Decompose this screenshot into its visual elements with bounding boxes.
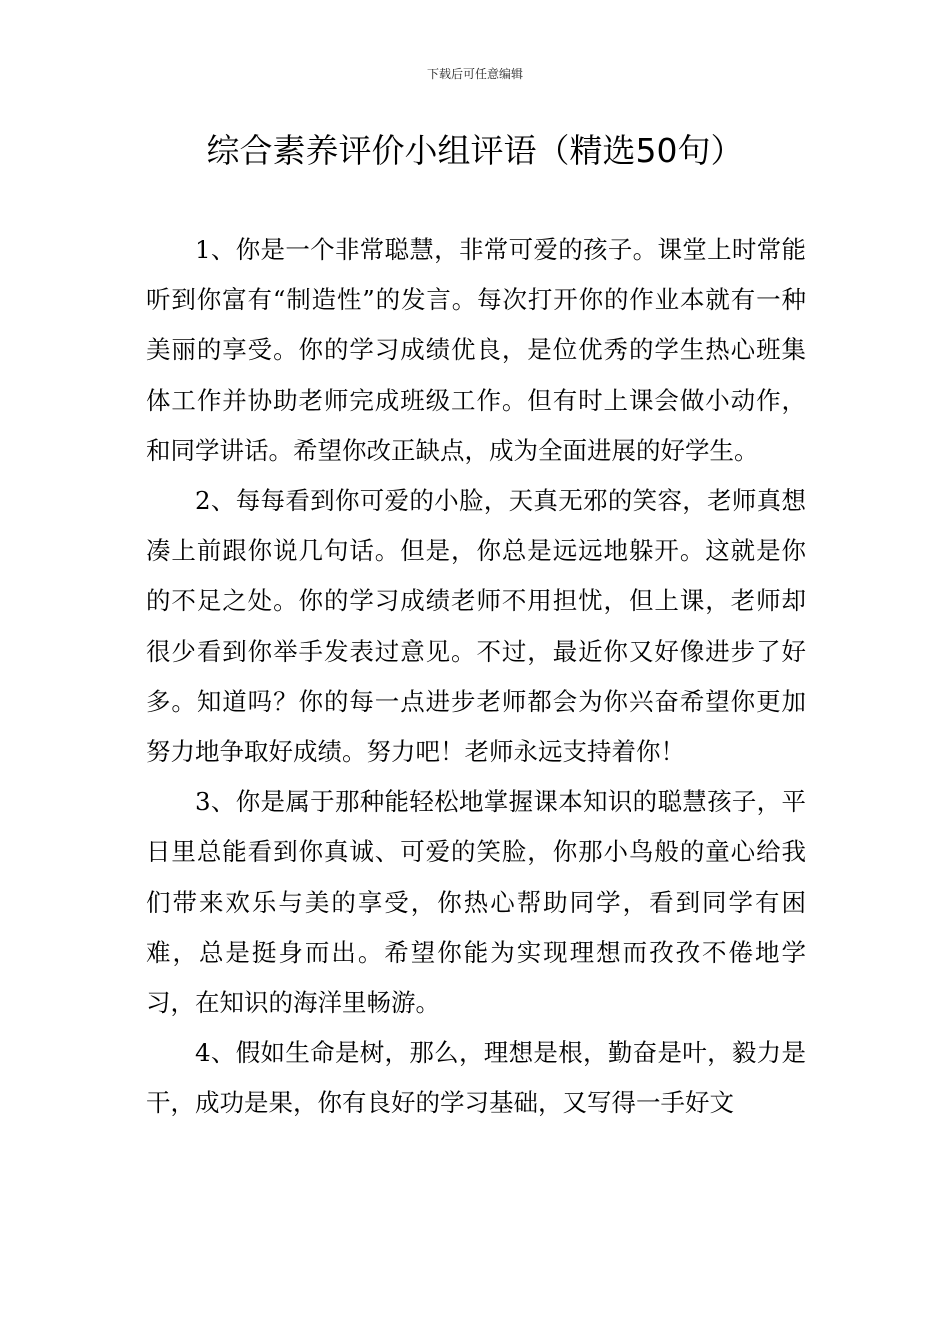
document-body <box>146 225 806 1129</box>
page-title: 综合素养评价小组评语（精选50句） <box>206 131 744 170</box>
paragraph-4: 4、假如生命是树，那么，理想是根，勤奋是叶，毅力是干，成功是果，你有良好的学习基础，又写得一手好文 <box>146 1038 806 1118</box>
paragraph-3: 3、你是属于那种能轻松地掌握课本知识的聪慧孩子，平日里总能看到你真诚、可爱的笑脸，你那小鸟般的童心给我们带来欢乐与美的享受，你热心帮助同学，看到同学有困难，总是挺身而出。希望你能为实现理想而孜孜不倦地学习，在知识的海洋里畅游。 <box>146 787 806 1018</box>
paragraph-2: 2、每每看到你可爱的小脸，天真无邪的笑容，老师真想凑上前跟你说几句话。但是，你总是远远地躲开。这就是你的不足之处。你的学习成绩老师不用担忧，但上课，老师却很少看到你举手发表过意见。不过，最近你又好像进步了好多。知道吗？你的每一点进步老师都会为你兴奋希望你更加努力地争取好成绩。努力吧！老师永远支持着你！ <box>146 486 806 767</box>
paragraph-1: 1、你是一个非常聪慧，非常可爱的孩子。课堂上时常能听到你富有“制造性”的发言。每次打开你的作业本就有一种美丽的享受。你的学习成绩优良，是位优秀的学生热心班集体工作并协助老师完成班级工作。但有时上课会做小动作，和同学讲话。希望你改正缺点，成为全面进展的好学生。 <box>146 235 806 465</box>
download-note: 下载后可任意编辑 <box>426 67 523 81</box>
